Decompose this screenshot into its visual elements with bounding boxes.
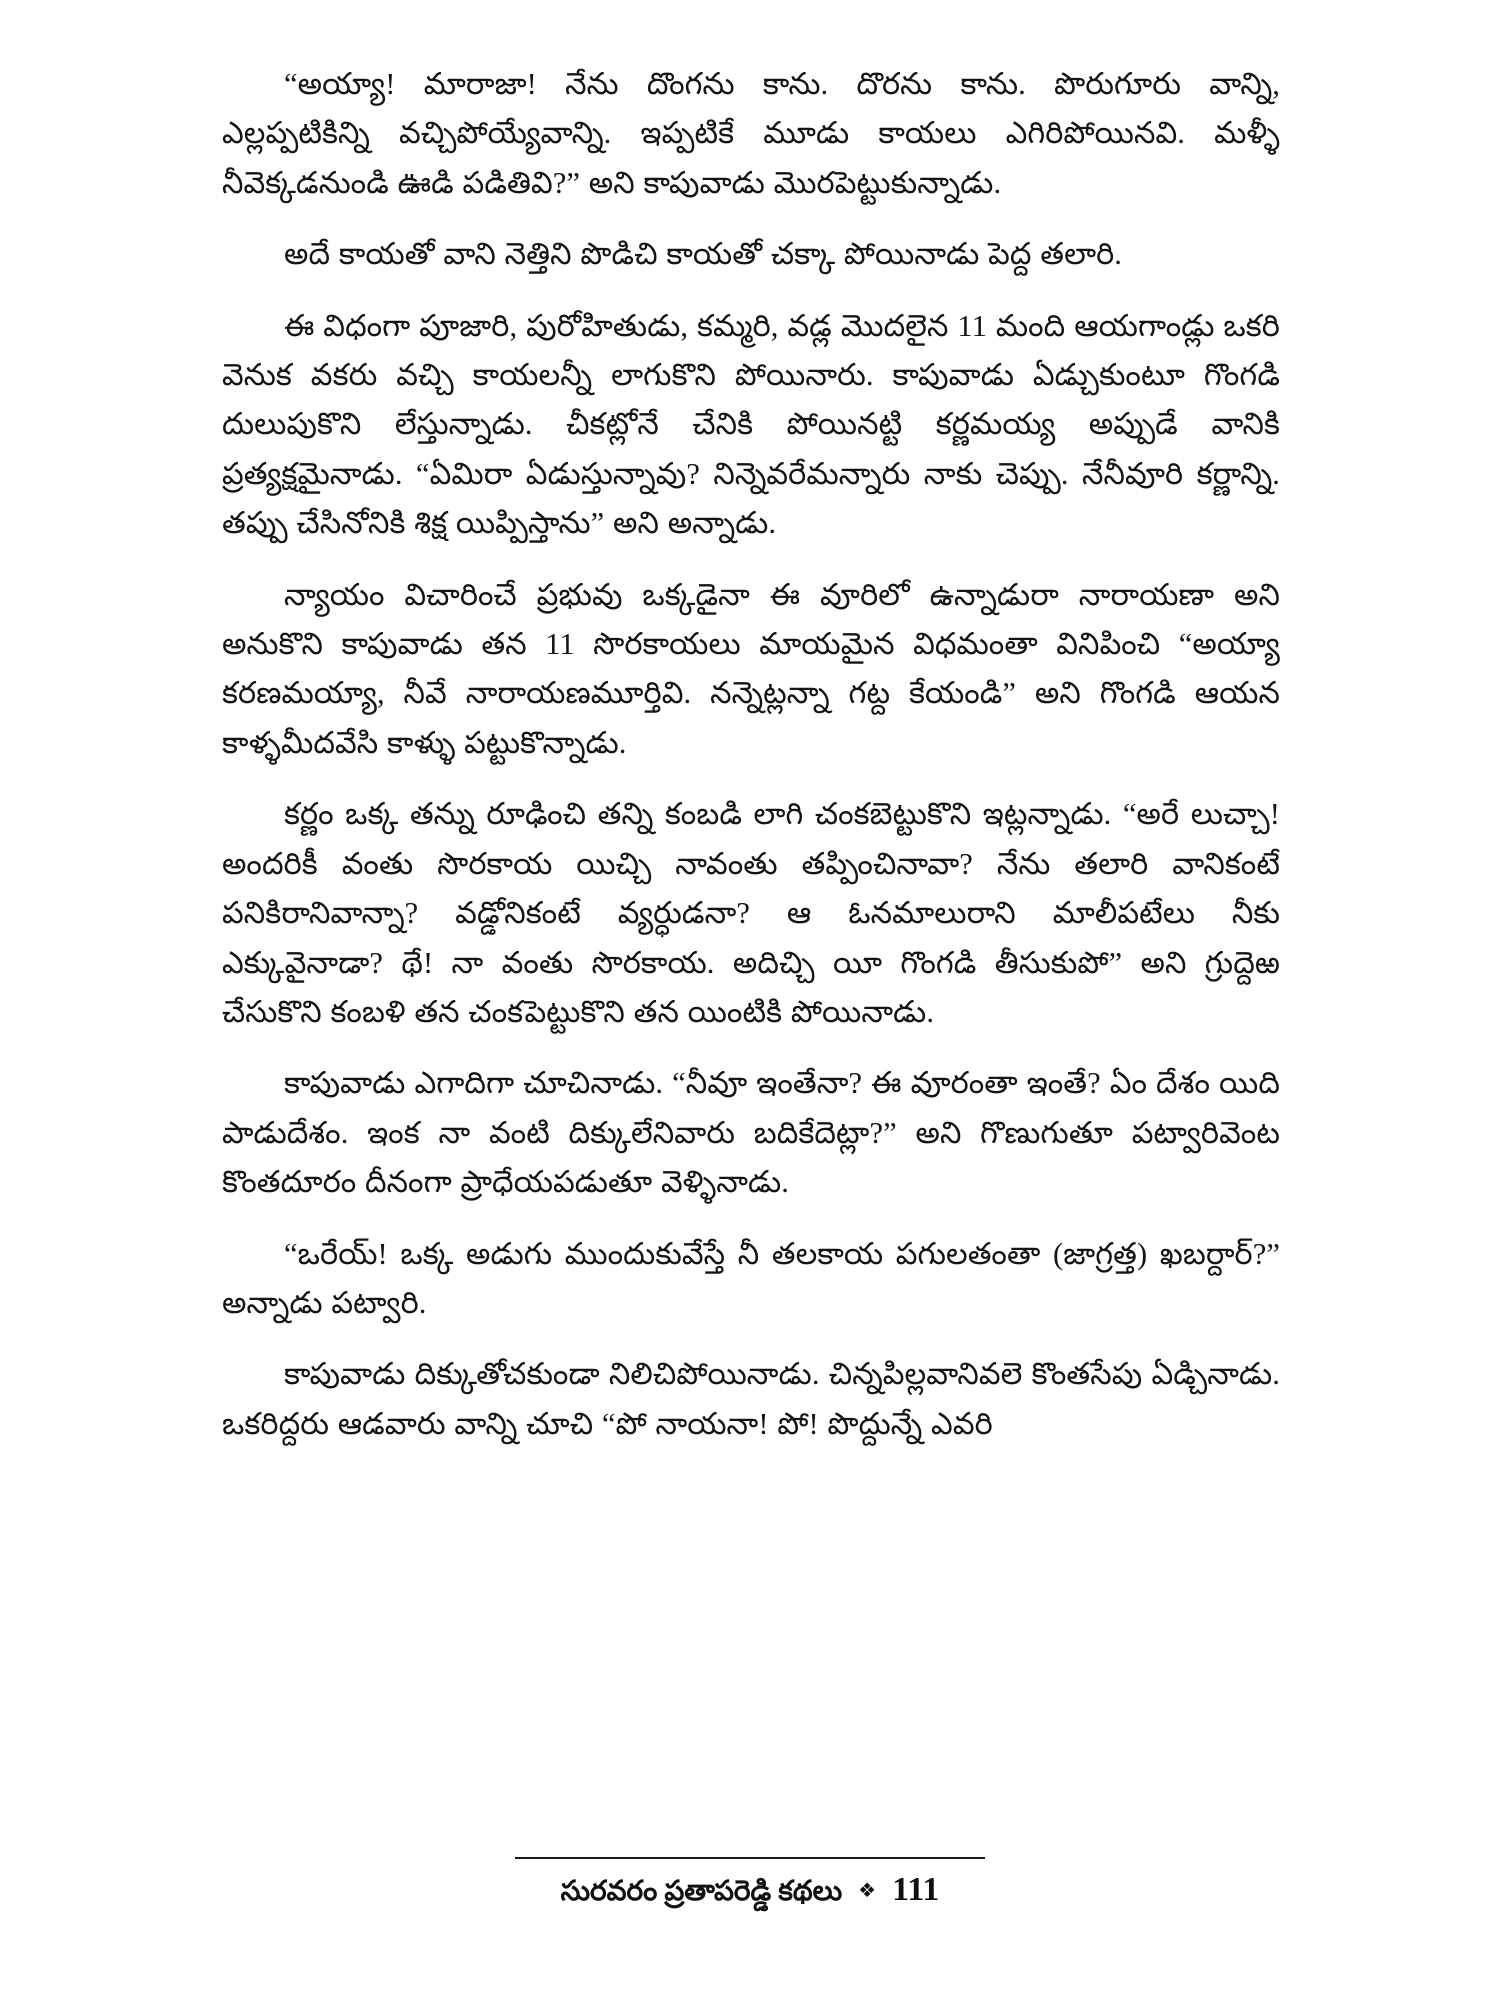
paragraph: కాపువాడు ఎగాదిగా చూచినాడు. “నీవూ ఇంతేనా? ఈ వూరంతా ఇంతే? ఏం దేశం యిది పాడుదేశం. ఇంక నా వంటి దిక్కులేనివారు బదికేదెట్లా?” అని గొణుగుతూ పట్వారివెంట కొంతదూరం దీనంగా ప్రాధేయపడుతూ వెళ్ళినాడు. — [222, 1066, 1280, 1200]
book-title: సురవరం ప్రతాపరెడ్డి కథలు — [560, 1876, 843, 1907]
paragraph: న్యాయం విచారించే ప్రభువు ఒక్కడైనా ఈ వూరిలో ఉన్నాడురా నారాయణా అని అనుకొని కాపువాడు తన 11 సొరకాయలు మాయమైన విధమంతా వినిపించి “అయ్యా కరణమయ్యా, నీవే నారాయణమూర్తివి. నన్నెట్లన్నా గట్ద కేయండి” అని గొంగడి ఆయన కాళ్ళమీదవేసి కాళ్ళు పట్టుకొన్నాడు. — [222, 577, 1280, 760]
footer-divider — [515, 1857, 985, 1859]
page-body-text — [222, 60, 1280, 1449]
footer-line — [0, 1871, 1500, 1914]
page-footer — [0, 1857, 1500, 1914]
paragraph: ఈ విధంగా పూజారి, పురోహితుడు, కమ్మరి, వడ్ల మొదలైన 11 మంది ఆయగాండ్లు ఒకరి వెనుక వకరు వచ్చి కాయలన్నీ లాగుకొని పోయినారు. కాపువాడు ఏడ్చుకుంటూ గొంగడి దులుపుకొని లేస్తున్నాడు. చీకట్లోనే చేనికి పోయినట్టి కర్ణమయ్య అప్పుడే వానికి ప్రత్యక్షమైనాడు. “ఏమిరా ఏడుస్తున్నావు? నిన్నెవరేమన్నారు నాకు చెప్పు. నేనీవూరి కర్ణాన్ని. తప్పు చేసినోనికి శిక్ష యిప్పిస్తాను” అని అన్నాడు. — [222, 308, 1280, 541]
paragraph: “అయ్యా! మారాజా! నేను దొంగను కాను. దొరను కాను. పొరుగూరు వాన్ని, ఎల్లప్పటికిన్ని వచ్చిపోయ్యేవాన్ని. ఇప్పటికే మూడు కాయలు ఎగిరిపోయినవి. మళ్ళీ నీవెక్కడనుండి ఊడి పడితివి?” అని కాపువాడు మొరపెట్టుకున్నాడు. — [222, 67, 1280, 200]
paragraph: కర్ణం ఒక్క తన్ను రూఢించి తన్ని కంబడి లాగి చంకబెట్టుకొని ఇట్లన్నాడు. “అరే లుచ్చా! అందరికీ వంతు సొరకాయ యిచ్చి నావంతు తప్పించినావా? నేను తలారి వానికంటే పనికిరానివాన్నా? వడ్డోనికంటే వ్యర్ధుడనా? ఆ ఓనమాలురాని మాలీపటేలు నీకు ఎక్కువైనాడా? థే! నా వంతు సొరకాయ. అదిచ్చి యీ గొంగడి తీసుకుపో” అని గ్రుద్దెఱ చేసుకొని కంబళి తన చంకపెట్టుకొని తన యింటికి పోయినాడు. — [222, 797, 1280, 1029]
paragraph: అదే కాయతో వాని నెత్తిని పొడిచి కాయతో చక్కా పోయినాడు పెద్ద తలారి. — [284, 237, 1123, 272]
paragraph: కాపువాడు దిక్కుతోచకుండా నిలిచిపోయినాడు. చిన్నపిల్లవానివలె కొంతసేపు ఏడ్చినాడు. ఒకరిద్దరు ఆడవారు వాన్ని చూచి “పో నాయనా! పో! పొద్దున్నే ఎవరి — [222, 1357, 1280, 1441]
paragraph: “ఒరేయ్! ఒక్క అడుగు ముందుకువేస్తే నీ తలకాయ పగులతంతా (జాగ్రత్త) ఖబర్దార్?” అన్నాడు పట్వారి. — [222, 1236, 1280, 1320]
page-number: 111 — [892, 1871, 940, 1908]
diamond-ornament-icon: ❖ — [858, 1880, 877, 1902]
